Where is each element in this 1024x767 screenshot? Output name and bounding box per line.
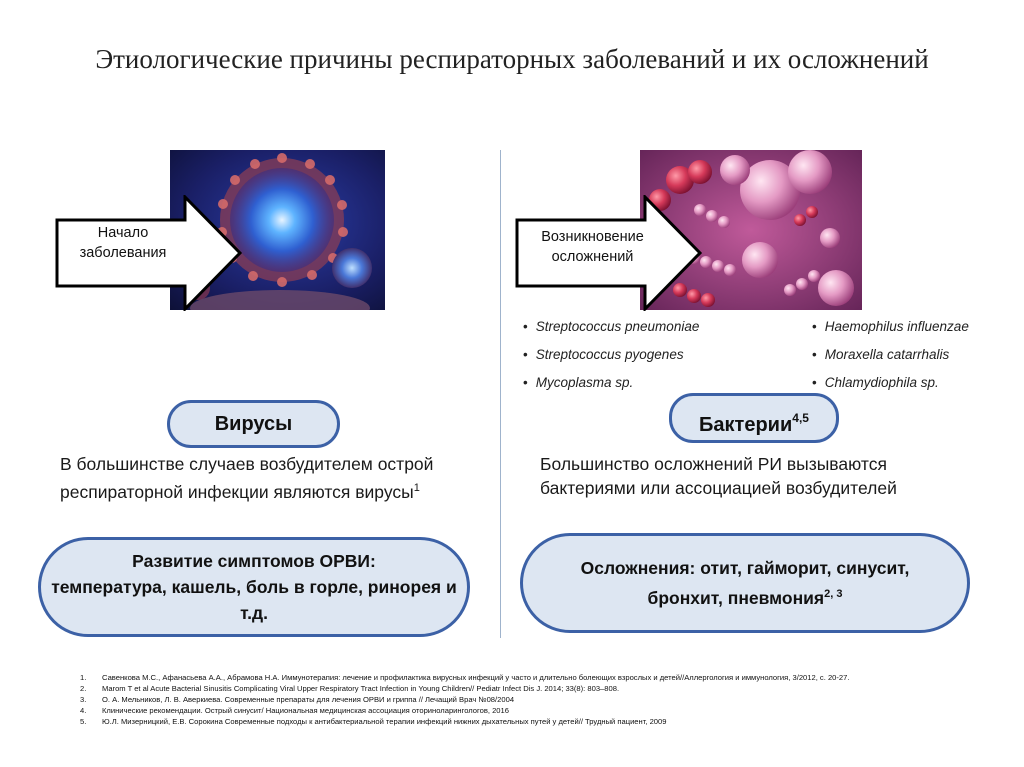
list-item: • Haemophilus influenzae bbox=[812, 313, 969, 341]
viruses-label bbox=[167, 400, 340, 448]
reference-item bbox=[80, 672, 960, 683]
bacteria-label-ref: 4,5 bbox=[792, 411, 809, 425]
list-item: • Moraxella catarrhalis bbox=[812, 341, 969, 369]
viruses-label-text: Вирусы bbox=[214, 413, 293, 435]
reference-item bbox=[80, 716, 960, 727]
slide-title: Этиологические причины респираторных заболеваний и их осложнений bbox=[95, 44, 929, 74]
complications-line1: Осложнения: отит, гайморит, синусит, bbox=[580, 558, 910, 578]
reference-number: 5. bbox=[80, 717, 87, 726]
center-divider bbox=[500, 150, 501, 638]
complications-box bbox=[520, 533, 970, 633]
reference-item bbox=[80, 694, 960, 705]
reference-item bbox=[80, 705, 960, 716]
bacteria-label-text: Бактерии bbox=[699, 414, 793, 436]
reference-text: О. А. Мельников, Л. В. Аверкиева. Современные препараты для лечения ОРВИ и гриппа // Лечащий Врач №08/2004 bbox=[102, 695, 515, 704]
bacteria-description: Большинство осложнений РИ вызываются бактериями или ассоциацией возбудителей bbox=[540, 454, 897, 498]
orvi-symptoms-list: температура, кашель, боль в горле, ринорея и т.д. bbox=[51, 577, 457, 623]
reference-number: 3. bbox=[80, 695, 87, 704]
orvi-symptoms-title: Развитие симптомов ОРВИ: bbox=[132, 551, 376, 571]
reference-text: Савенкова М.С., Афанасьева А.А., Абрамова Н.А. Иммунотерапия: лечение и профилактика вирусных инфекций у часто и длительно болеющих взрослых и детей//Аллергология и иммунология, 3/2012, с. 20-27. bbox=[102, 673, 850, 682]
reference-number: 2. bbox=[80, 684, 87, 693]
references-list bbox=[80, 672, 960, 727]
list-item: • Streptococcus pyogenes bbox=[523, 341, 699, 369]
reference-number: 4. bbox=[80, 706, 87, 715]
orvi-symptoms-box bbox=[38, 537, 470, 637]
bacteria-label bbox=[669, 393, 839, 443]
list-item: • Mycoplasma sp. bbox=[523, 369, 699, 397]
complications-arrow bbox=[515, 195, 703, 311]
reference-text: Ю.Л. Мизерницкий, Е.В. Сорокина Современные подходы к антибактериальной терапии инфекций нижних дыхательных путей у детей// Трудный пациент, 2009 bbox=[102, 717, 667, 726]
viruses-description-ref: 1 bbox=[413, 482, 420, 494]
complications-line2-text: бронхит, пневмония bbox=[647, 588, 825, 608]
bacteria-list-col2 bbox=[812, 313, 969, 397]
reference-text: Marom T et al Acute Bacterial Sinusitis Complicating Viral Upper Respiratory Tract Infection in Young Children// Pediatr Infect Dis J. 2014; 33(8): 803–808. bbox=[102, 684, 620, 693]
complications-ref: 2, 3 bbox=[824, 588, 843, 600]
list-item: • Streptococcus pneumoniae bbox=[523, 313, 699, 341]
reference-number: 1. bbox=[80, 673, 87, 682]
reference-text: Клинические рекомендации. Острый синусит/ Национальная медицинская ассоциация оториноларингологов, 2016 bbox=[102, 706, 509, 715]
complications-line2 bbox=[648, 581, 843, 611]
complications-arrow-label: Возникновение осложнений bbox=[541, 229, 644, 265]
onset-arrow-label: Начало заболевания bbox=[79, 225, 167, 261]
viruses-description-text: В большинстве случаев возбудителем острой респираторной инфекции являются вирусы bbox=[60, 454, 434, 502]
bacteria-list-col1 bbox=[523, 313, 699, 397]
viruses-description bbox=[60, 452, 480, 504]
reference-item bbox=[80, 683, 960, 694]
onset-arrow bbox=[55, 195, 243, 311]
list-item: • Chlamydiophila sp. bbox=[812, 369, 969, 397]
